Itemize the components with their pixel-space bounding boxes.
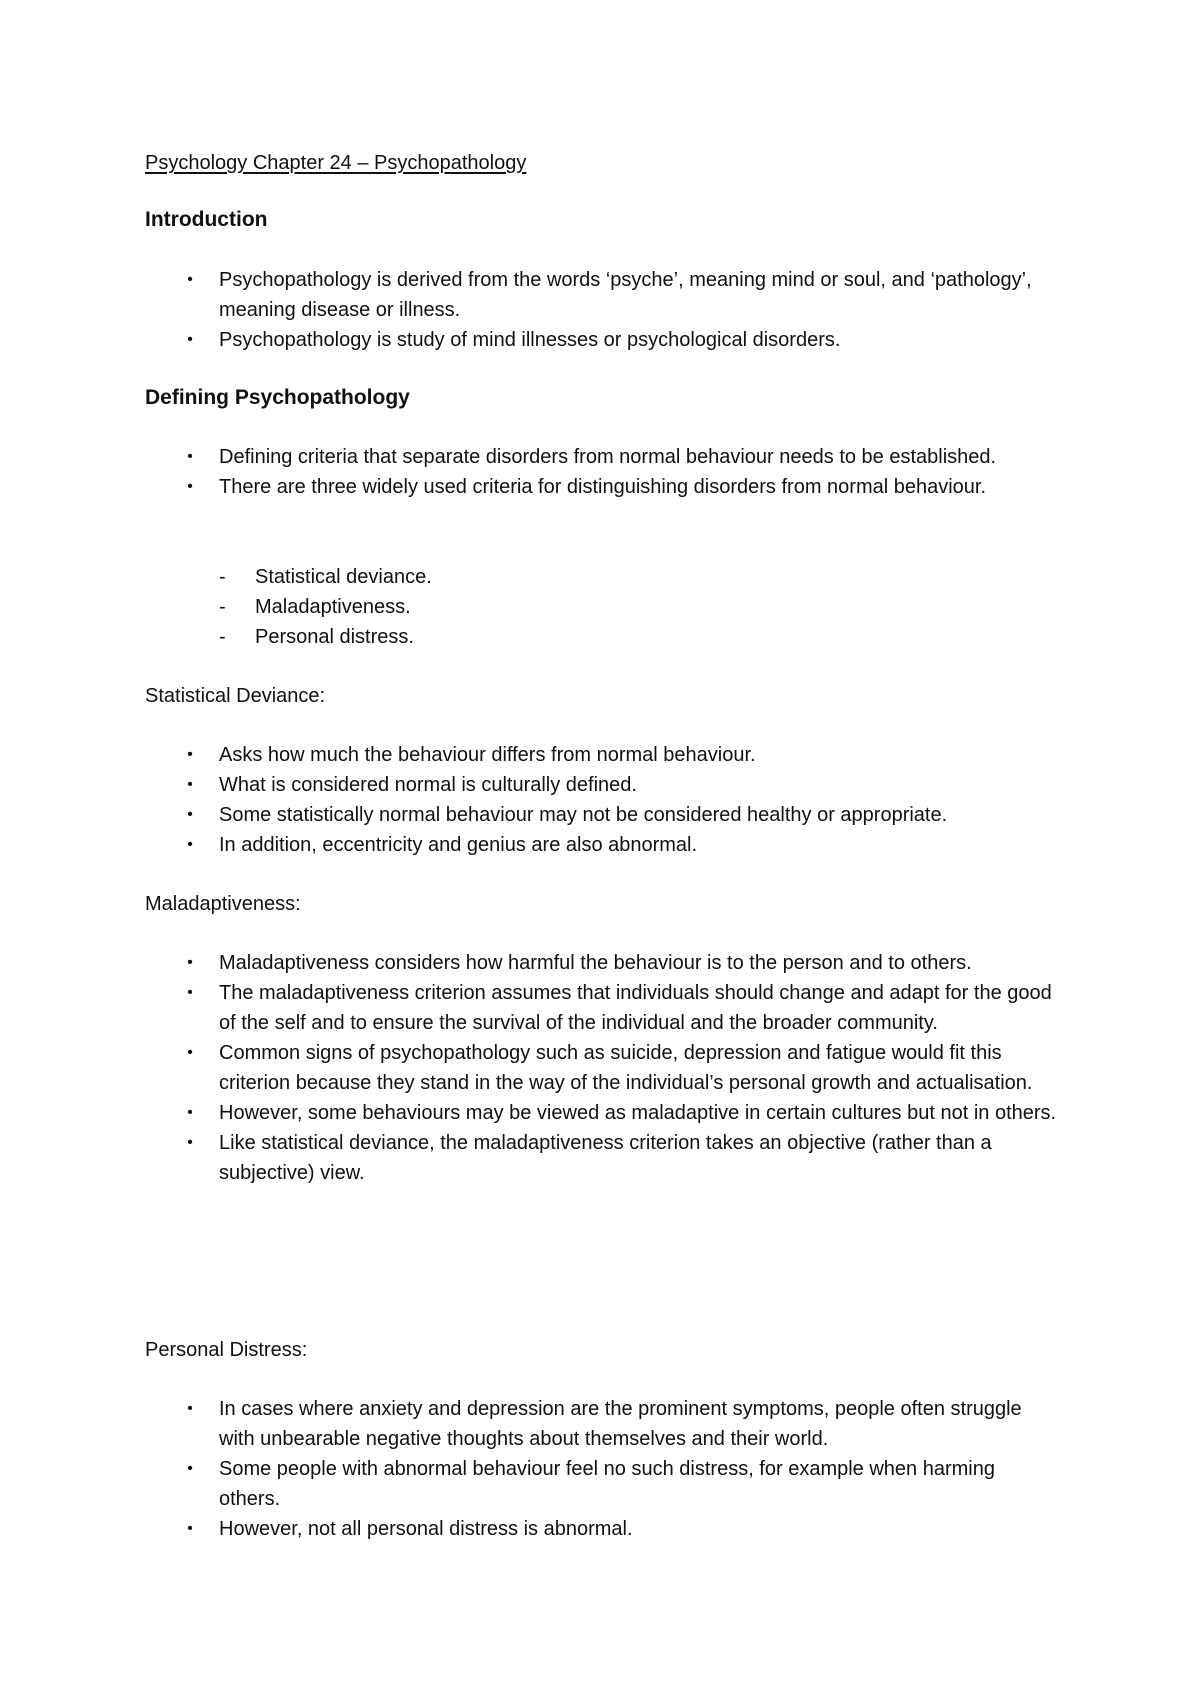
criteria-sublist [145,562,1085,652]
heading-personal-distress: Personal Distress: [145,1339,308,1361]
bullet-icon: • [187,836,193,853]
list-item: - Personal distress. [145,622,1085,652]
list-item: - Statistical deviance. [145,562,1085,592]
bullet-icon: • [187,1044,193,1061]
bullet-icon: • [187,1104,193,1121]
bullet-icon: • [187,1520,193,1537]
list-item: • What is considered normal is culturally defined. [145,770,1085,800]
personal-distress-list [145,1394,1045,1544]
bullet-icon: • [187,1134,193,1151]
bullet-icon: • [187,1400,193,1417]
heading-maladaptiveness: Maladaptiveness: [145,893,301,915]
list-item: • There are three widely used criteria for distinguishing disorders from normal behaviour. [145,472,1005,502]
list-item: • In cases where anxiety and depression are the prominent symptoms, people often struggle with unbearable negative thoughts about themselves and their world. [145,1394,1045,1454]
introduction-list [145,265,1045,355]
bullet-icon: • [187,448,193,465]
list-item: • Some statistically normal behaviour may not be considered healthy or appropriate. [145,800,1085,830]
list-item: • Maladaptiveness considers how harmful the behaviour is to the person and to others. [145,948,1065,978]
dash-icon: - [219,596,226,618]
list-item: • The maladaptiveness criterion assumes that individuals should change and adapt for the good of the self and to ensure the survival of the individual and the broader community. [145,978,1065,1038]
defining-list [145,442,1005,502]
bullet-icon: • [187,776,193,793]
list-item: • Common signs of psychopathology such as suicide, depression and fatigue would fit this criterion because they stand in the way of the individual’s personal growth and actualisation. [145,1038,1065,1098]
list-item: • In addition, eccentricity and genius are also abnormal. [145,830,1085,860]
bullet-icon: • [187,806,193,823]
dash-icon: - [219,566,226,588]
heading-introduction: Introduction [145,208,268,231]
bullet-icon: • [187,984,193,1001]
bullet-icon: • [187,1460,193,1477]
bullet-icon: • [187,331,193,348]
list-item: • However, some behaviours may be viewed as maladaptive in certain cultures but not in others. [145,1098,1065,1128]
document-title: Psychology Chapter 24 – Psychopathology [145,152,527,174]
heading-defining-psychopathology: Defining Psychopathology [145,386,410,409]
list-item: • Some people with abnormal behaviour feel no such distress, for example when harming others. [145,1454,1045,1514]
list-item: • Like statistical deviance, the maladaptiveness criterion takes an objective (rather than a subjective) view. [145,1128,1065,1188]
list-item: • Defining criteria that separate disorders from normal behaviour needs to be established. [145,442,1005,472]
statistical-deviance-list [145,740,1085,860]
list-item: • Psychopathology is study of mind illnesses or psychological disorders. [145,325,1045,355]
list-item: • Psychopathology is derived from the words ‘psyche’, meaning mind or soul, and ‘pathology’, meaning disease or illness. [145,265,1045,325]
dash-icon: - [219,626,226,648]
maladaptiveness-list [145,948,1065,1188]
bullet-icon: • [187,954,193,971]
list-item: • However, not all personal distress is abnormal. [145,1514,1045,1544]
list-item: - Maladaptiveness. [145,592,1085,622]
bullet-icon: • [187,478,193,495]
list-item: • Asks how much the behaviour differs from normal behaviour. [145,740,1085,770]
heading-statistical-deviance: Statistical Deviance: [145,685,326,707]
bullet-icon: • [187,271,193,288]
bullet-icon: • [187,746,193,763]
